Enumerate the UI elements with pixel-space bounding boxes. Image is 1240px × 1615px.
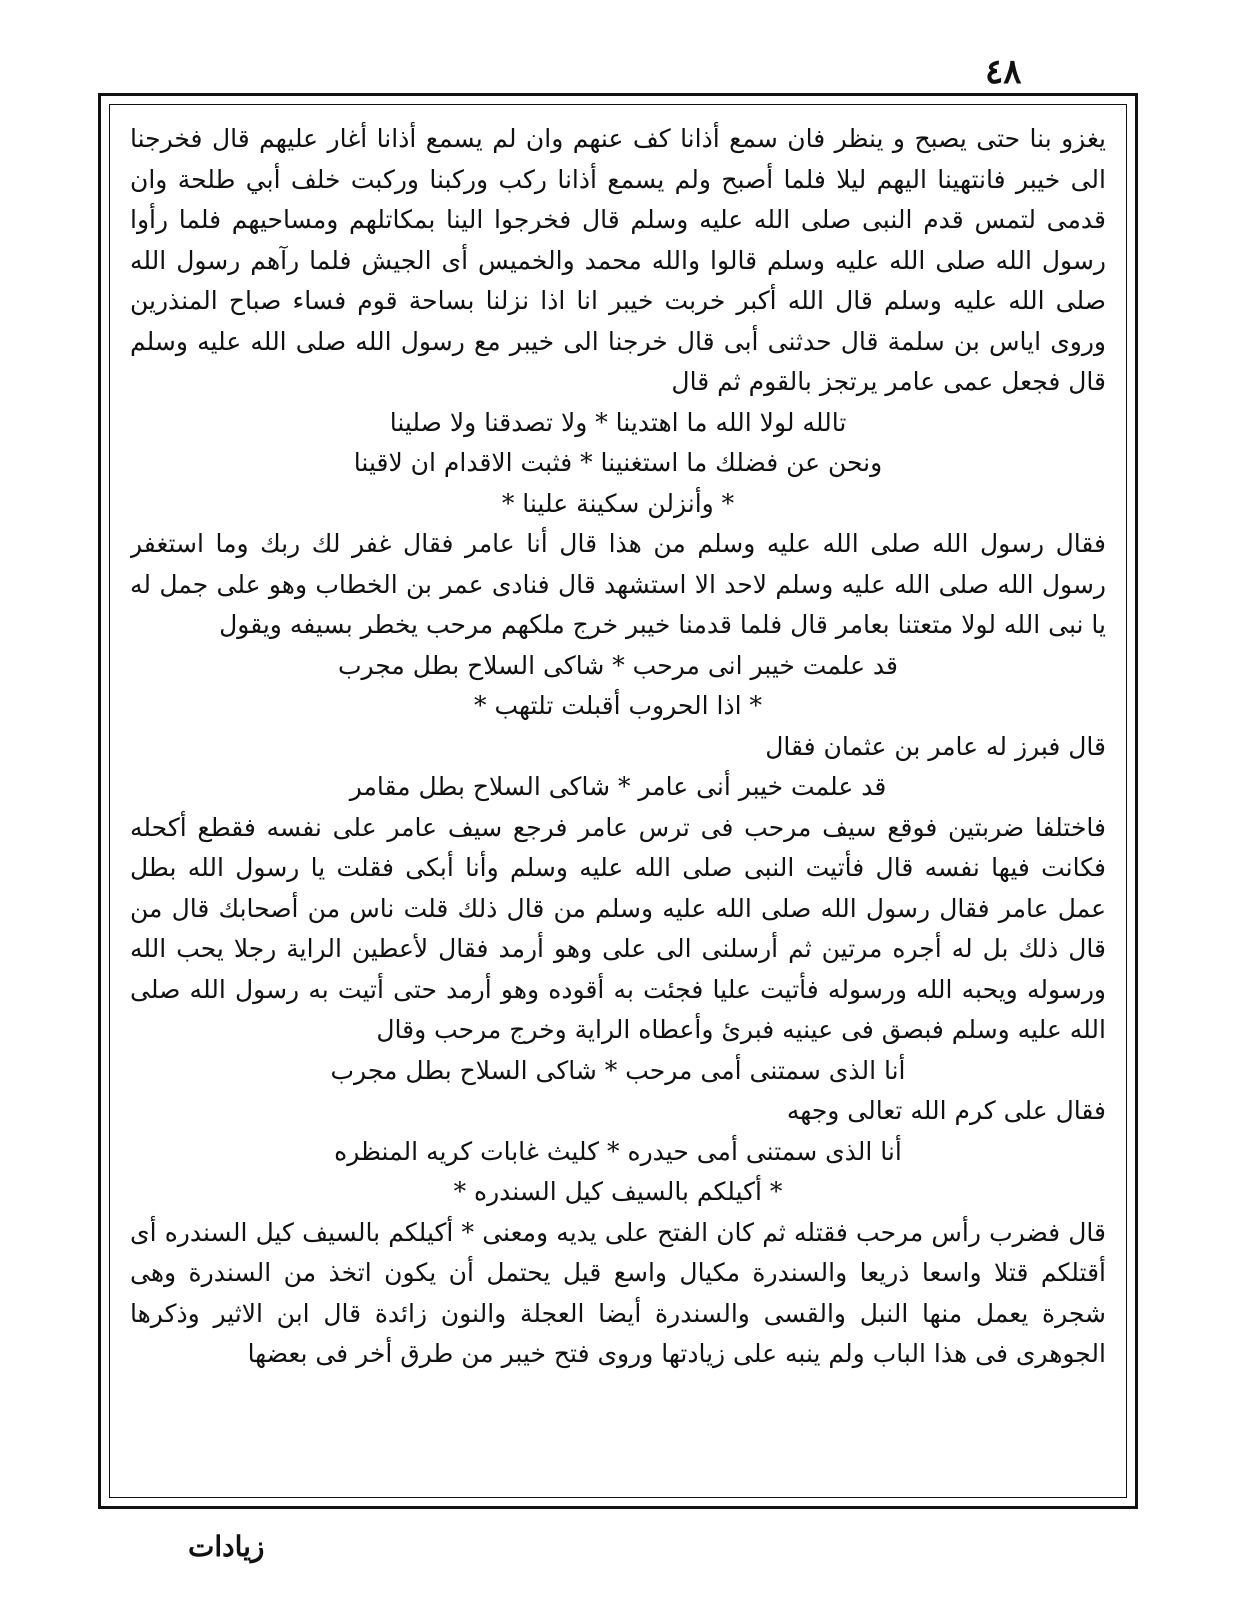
page-text [130,119,1106,1487]
prose-paragraph: قال فبرز له عامر بن عثمان فقال [765,731,1106,761]
prose-paragraph: فاختلفا ضربتين فوقع سيف مرحب فى ترس عامر فرجع سيف عامر على نفسه فقطع أكحله فكانت فيها نفسه قال فأتيت النبى صلى الله عليه وسلم وأنا أبكى فقلت يا رسول الله بطل عمل عامر فقال رسول الله صلى الله عليه وسلم من قال ذلك قلت ناس من أصحابك قال من قال ذلك بل له أجره مرتين ثم أرسلنى الى على وهو أرمد فقال لأعطين الراية رجلا يحب الله ورسوله ويحبه الله ورسوله فأتيت عليا فجئت به أقوده وهو أرمد حتى أتيت به رسول الله صلى الله عليه وسلم فبصق فى عينيه فبرئ وأعطاه الراية وخرج مرحب وقال [130,812,1106,1044]
inner-frame [109,104,1127,1498]
verse-line: أنا الذى سمتنى أمى مرحب * شاكى السلاح بطل مجرب [330,1055,906,1085]
page-number: ٤٨ [985,52,1022,92]
verse-line: تالله لولا الله ما اهتدينا * ولا تصدقنا ولا صلينا [389,407,847,437]
verse-line: قد علمت خيبر انى مرحب * شاكى السلاح بطل مجرب [337,650,899,680]
prose-paragraph: فقال على كرم الله تعالى وجهه [786,1096,1106,1125]
prose-paragraph: يغزو بنا حتى يصبح و ينظر فان سمع أذانا كف عنهم وان لم يسمع أذانا أغار عليهم قال فخرجنا الى خيبر فانتهينا اليهم ليلا فلما أصبح ولم يسمع أذانا ركب وركبنا وركبت خلف أبي طلحة وان قدمى لتمس قدم النبى صلى الله عليه وسلم قال فخرجوا الينا بمكاتلهم ومساحيهم فلما رأوا رسول الله صلى الله عليه وسلم قالوا والله محمد والخميس أى الجيش فلما رآهم رسول الله صلى الله عليه وسلم قال الله أكبر خربت خيبر انا اذا نزلنا بساحة قوم فساء صباح المنذرين وروى اياس بن سلمة قال حدثنى أبى قال خرجنا الى خيبر مع رسول الله صلى الله عليه وسلم قال فجعل عمى عامر يرتجز بالقوم ثم قال [130,124,1106,396]
catchword: زيادات [188,1530,265,1563]
prose-paragraph: قال فضرب رأس مرحب فقتله ثم كان الفتح على يديه ومعنى * أكيلكم بالسيف كيل السندره أى أقتلكم قتلا واسعا ذريعا والسندرة مكيال واسع قيل يحتمل أن يكون اتخذ من السندرة وهى شجرة يعمل منها النبل والقسى والسندرة أيضا العجلة والنون زائدة قال ابن الاثير وذكرها الجوهرى فى هذا الباب ولم ينبه على زيادتها وروى فتح خيبر من طرق أخر فى بعضها [130,1217,1106,1368]
prose-paragraph: فقال رسول الله صلى الله عليه وسلم من هذا قال أنا عامر فقال غفر لك ربك وما استغفر رسول الله صلى الله عليه وسلم لاحد الا استشهد قال فنادى عمر بن الخطاب وهو على جمل له يا نبى الله لولا متعتنا بعامر قال فلما قدمنا خيبر خرج ملكهم مرحب يخطر بسيفه ويقول [130,529,1106,639]
verse-line: * أكيلكم بالسيف كيل السندره * [453,1177,783,1206]
verse-line: * وأنزلن سكينة علينا * [501,488,735,518]
verse-line: قد علمت خيبر أنى عامر * شاكى السلاح بطل مقامر [349,772,887,801]
verse-line: أنا الذى سمتنى أمى حيدره * كليث غابات كريه المنظره [334,1136,902,1166]
verse-line: * اذا الحروب أقبلت تلتهب * [474,691,762,720]
verse-line: ونحن عن فضلك ما استغنينا * فثبت الاقدام ان لاقينا [353,448,883,477]
page-frame [98,93,1138,1509]
